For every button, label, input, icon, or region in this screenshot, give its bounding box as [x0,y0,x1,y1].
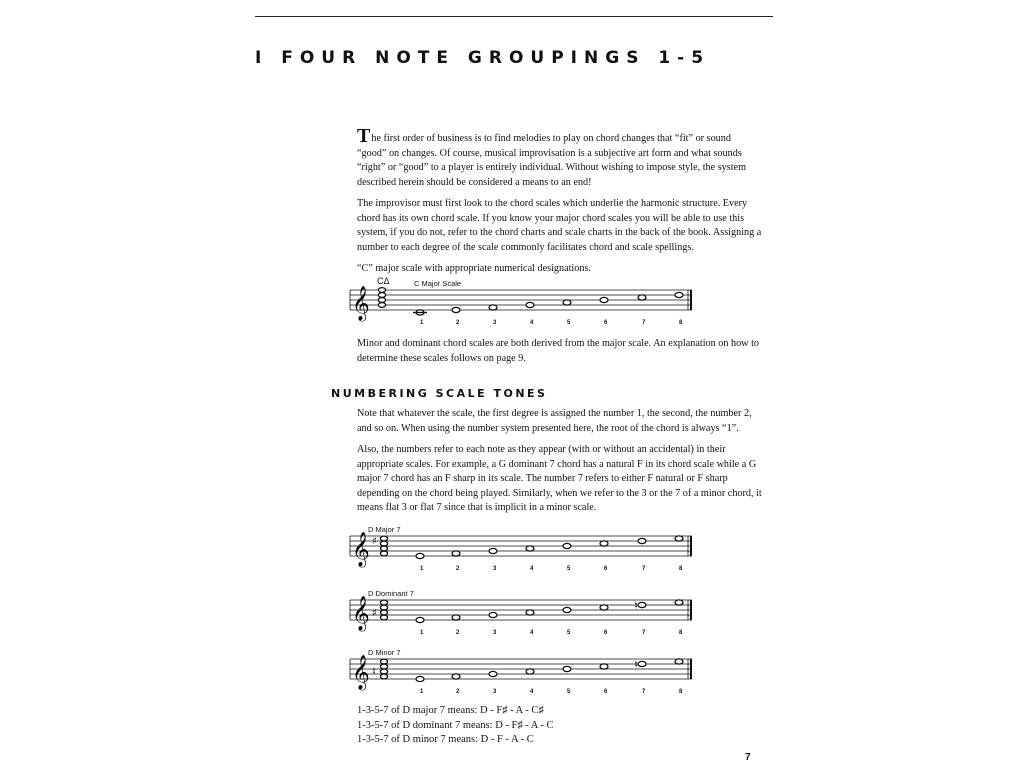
after-example-text: Minor and dominant chord scales are both derived from the major scale. An explanation on how to determine these scales follows on page 9. [357,338,760,364]
degree-number: 1 [420,566,424,572]
svg-text:♮: ♮ [634,599,638,612]
degree-number: 8 [679,689,683,695]
chapter-title: I FOUR NOTE GROUPINGS 1-5 [255,48,711,68]
staff-d-minor-7 [340,654,700,694]
section-paragraph-1: Note that whatever the scale, the first degree is assigned the number 1, the second, the number 2, and so on. When using the number system presented here, the root of the chord is always “1”. [357,408,752,434]
degree-number: 3 [493,689,497,695]
degree-number: 6 [604,689,608,695]
degree-number: 8 [679,630,683,636]
degree-number: 7 [642,689,646,695]
section-heading: NUMBERING SCALE TONES [331,387,548,400]
spelling-line: 1-3-5-7 of D dominant 7 means: D - F♯ - A - C [357,719,554,731]
degree-number: 4 [530,320,534,326]
intro-text [357,125,762,284]
svg-text:♯: ♯ [372,536,377,547]
degree-number: 8 [679,320,683,326]
spelling-line: 1-3-5-7 of D minor 7 means: D - F - A - C [357,734,534,745]
degree-number: 5 [567,566,571,572]
chord-symbol: CΔ [377,276,390,286]
drop-cap: T [357,125,371,147]
staff-d-major-7 [340,531,700,571]
intro-paragraph-2: The improvisor must first look to the chord scales which underlie the harmonic structure. Every chord has its own chord scale. If you know your major chord scales you will be able to use this system, if you do not, refer to the chord charts and scale charts in the back of the book. Assigning a number to each degree of the scale commonly facilitates chord and scale spellings. [357,198,762,253]
degree-number: 4 [530,689,534,695]
degree-number: 2 [456,630,460,636]
svg-text:♮: ♮ [634,658,638,671]
degree-number: 2 [456,320,460,326]
staff-label: D Dominant 7 [368,589,414,598]
degree-number: 2 [456,689,460,695]
svg-text:♯: ♯ [372,608,377,619]
page-number: 7 [745,752,751,763]
degree-number: 5 [567,689,571,695]
degree-number: 7 [642,566,646,572]
section-paragraph-2: Also, the numbers refer to each note as they appear (with or without an accidental) in their appropriate scales. For example, a G dominant 7 chord has a natural F in its chord scale while a G major 7 chord has an F sharp in its scale. The number 7 refers to either F natural or F sharp depending on the chord being played. Similarly, when we refer to the 3 or the 7 of a minor chord, it means flat 3 or flat 7 since that is implicit in a minor scale. [357,444,762,513]
staff-d-dominant-7 [340,595,700,635]
chord-spellings [357,704,554,748]
degree-number: 8 [679,566,683,572]
degree-number: 1 [420,630,424,636]
degree-number: 5 [567,630,571,636]
degree-number: 2 [456,566,460,572]
spelling-line: 1-3-5-7 of D major 7 means: D - F♯ - A - C♯ [357,705,544,716]
degree-number: 3 [493,320,497,326]
intro-paragraph-1: The first order of business is to find melodies to play on chord changes that “fit” or sound “good” on changes. Of course, musical improvisation is a subjective art form and what sounds “right” or “good” to a player is entirely individual. Without wishing to impose style, the system described herein should be considered a means to an end! [357,125,747,188]
staff-label: D Major 7 [368,525,401,534]
svg-text:𝄞: 𝄞 [352,596,370,631]
section-text [357,407,762,523]
degree-number: 7 [642,320,646,326]
svg-text:𝄞: 𝄞 [352,286,370,321]
degree-number: 4 [530,630,534,636]
scale-label: C Major Scale [414,279,462,288]
svg-text:𝄞: 𝄞 [352,532,370,567]
degree-number: 6 [604,566,608,572]
degree-number: 6 [604,320,608,326]
staff-label: D Minor 7 [368,648,401,657]
degree-number: 3 [493,566,497,572]
degree-number: 4 [530,566,534,572]
degree-number: 5 [567,320,571,326]
degree-number: 6 [604,630,608,636]
degree-number: 1 [420,689,424,695]
degree-number: 7 [642,630,646,636]
staff-c-major [340,285,700,325]
svg-text:♮: ♮ [372,665,376,678]
top-rule [255,16,773,17]
degree-number: 3 [493,630,497,636]
svg-text:𝄞: 𝄞 [352,655,370,690]
intro-paragraph-3: “C” major scale with appropriate numerical designations. [357,263,591,274]
degree-number: 1 [420,320,424,326]
